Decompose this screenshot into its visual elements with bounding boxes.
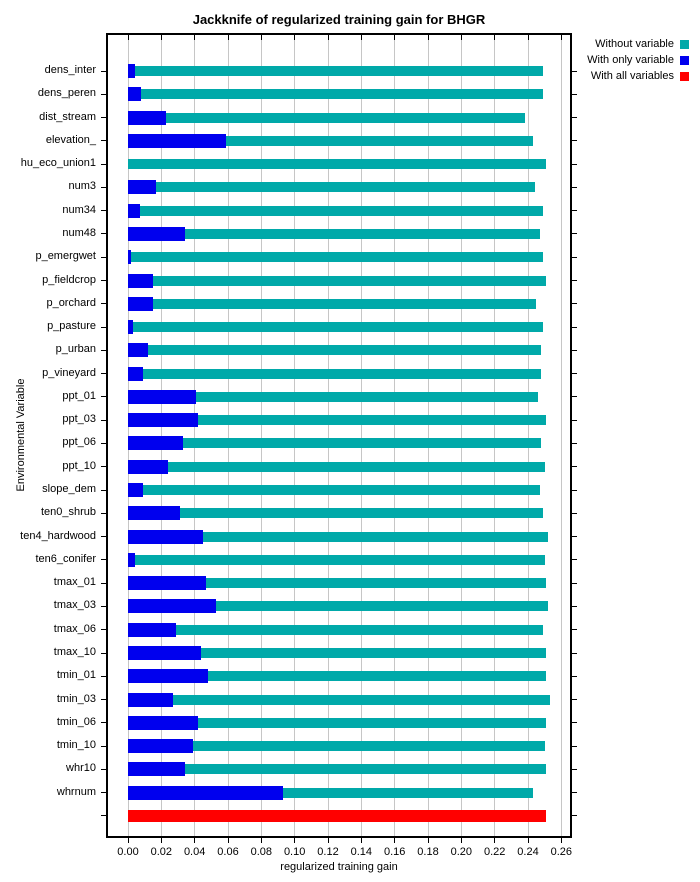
y-tick-right [572, 350, 577, 351]
y-tick-label: whr10 [66, 762, 96, 775]
y-tick-label: ppt_06 [62, 436, 96, 449]
x-tick-bottom [161, 838, 162, 843]
without-variable-bar [128, 113, 525, 123]
without-variable-bar [128, 159, 546, 169]
x-tick-top [494, 35, 495, 40]
x-tick-top [194, 35, 195, 40]
y-tick-right [572, 280, 577, 281]
with-only-variable-bar [128, 693, 173, 707]
with-only-variable-bar [128, 343, 148, 357]
y-tick-right [572, 792, 577, 793]
with-only-variable-bar [128, 530, 203, 544]
y-tick-left [101, 210, 106, 211]
x-tick-bottom [561, 838, 562, 843]
x-tick-top [361, 35, 362, 40]
with-only-variable-bar [128, 553, 135, 567]
y-tick-left [101, 815, 106, 816]
y-tick-label: p_pasture [47, 320, 96, 333]
y-tick-label: tmin_01 [56, 669, 96, 682]
y-tick-right [572, 257, 577, 258]
with-only-variable-swatch [680, 56, 689, 65]
legend-item-with-all-variables [560, 68, 689, 84]
without-variable-bar [128, 369, 541, 379]
y-tick-label: p_orchard [46, 296, 96, 309]
y-tick-right [572, 559, 577, 560]
y-tick-left [101, 536, 106, 537]
y-tick-label: num48 [62, 226, 96, 239]
with-only-variable-bar [128, 739, 193, 753]
y-tick-left [101, 583, 106, 584]
with-only-variable-bar [128, 64, 135, 78]
y-tick-right [572, 746, 577, 747]
with-all-variables-bar [128, 810, 546, 822]
x-tick-label: 0.26 [550, 846, 573, 858]
y-tick-left [101, 769, 106, 770]
y-tick-right [572, 303, 577, 304]
y-tick-left [101, 187, 106, 188]
y-tick-label: elevation_ [45, 133, 96, 146]
y-tick-right [572, 583, 577, 584]
with-only-variable-bar [128, 786, 283, 800]
x-tick-top [328, 35, 329, 40]
with-only-variable-bar [128, 460, 168, 474]
y-tick-label: p_fieldcrop [42, 273, 96, 286]
with-only-variable-bar [128, 599, 216, 613]
y-tick-left [101, 513, 106, 514]
gridline [361, 35, 362, 836]
y-tick-label: p_urban [55, 343, 96, 356]
y-tick-right [572, 396, 577, 397]
x-tick-bottom [494, 838, 495, 843]
x-tick-top [161, 35, 162, 40]
y-tick-label: ppt_01 [62, 389, 96, 402]
x-tick-bottom [394, 838, 395, 843]
y-tick-label: hu_eco_union1 [20, 157, 96, 170]
legend-item-without-variable [560, 36, 689, 52]
y-tick-right [572, 606, 577, 607]
y-tick-left [101, 164, 106, 165]
without-variable-bar [128, 555, 545, 565]
x-tick-top [128, 35, 129, 40]
without-variable-swatch [680, 40, 689, 49]
y-tick-right [572, 327, 577, 328]
y-tick-left [101, 676, 106, 677]
x-tick-top [461, 35, 462, 40]
with-only-variable-bar [128, 576, 206, 590]
y-tick-left [101, 233, 106, 234]
y-tick-right [572, 815, 577, 816]
without-variable-bar [128, 462, 545, 472]
y-tick-left [101, 257, 106, 258]
gridline [261, 35, 262, 836]
y-tick-right [572, 140, 577, 141]
with-only-variable-bar [128, 483, 143, 497]
with-only-variable-bar [128, 204, 140, 218]
y-tick-right [572, 210, 577, 211]
x-tick-top [428, 35, 429, 40]
y-tick-right [572, 676, 577, 677]
y-tick-label: p_emergwet [35, 250, 96, 263]
with-only-variable-bar [128, 390, 196, 404]
y-tick-right [572, 94, 577, 95]
y-tick-right [572, 629, 577, 630]
y-tick-label: whrnum [56, 785, 96, 798]
legend-label: With all variables [590, 70, 674, 82]
y-tick-left [101, 420, 106, 421]
y-tick-left [101, 350, 106, 351]
y-tick-right [572, 117, 577, 118]
y-tick-label: tmax_03 [53, 599, 96, 612]
y-tick-left [101, 629, 106, 630]
y-tick-left [101, 303, 106, 304]
y-tick-label: dens_inter [44, 64, 96, 76]
y-tick-left [101, 396, 106, 397]
gridline [228, 35, 229, 836]
y-tick-label: ppt_10 [62, 459, 96, 472]
with-only-variable-bar [128, 436, 183, 450]
y-tick-right [572, 722, 577, 723]
without-variable-bar [128, 695, 550, 705]
x-tick-top [261, 35, 262, 40]
with-only-variable-bar [128, 646, 201, 660]
y-tick-left [101, 466, 106, 467]
y-tick-right [572, 164, 577, 165]
legend-label: With only variable [587, 54, 674, 66]
y-tick-left [101, 606, 106, 607]
without-variable-bar [128, 66, 543, 76]
x-tick-label: 0.20 [450, 846, 473, 858]
y-tick-right [572, 443, 577, 444]
y-tick-left [101, 117, 106, 118]
y-tick-label: ppt_03 [62, 413, 96, 426]
with-only-variable-bar [128, 320, 133, 334]
gridline [428, 35, 429, 836]
y-tick-right [572, 513, 577, 514]
x-tick-bottom [361, 838, 362, 843]
with-only-variable-bar [128, 716, 198, 730]
x-tick-top [561, 35, 562, 40]
y-tick-label: dens_peren [37, 87, 96, 100]
without-variable-bar [128, 485, 540, 495]
y-tick-label: tmax_10 [53, 646, 96, 658]
y-tick-label: tmax_06 [53, 622, 96, 635]
gridline [528, 35, 529, 836]
y-tick-label: p_vineyard [42, 366, 96, 379]
x-tick-bottom [428, 838, 429, 843]
y-tick-left [101, 559, 106, 560]
with-only-variable-bar [128, 506, 180, 520]
legend-label: Without variable [595, 38, 674, 50]
y-tick-left [101, 443, 106, 444]
y-tick-left [101, 490, 106, 491]
gridline [294, 35, 295, 836]
y-tick-right [572, 373, 577, 374]
without-variable-bar [128, 206, 543, 216]
chart-title: Jackknife of regularized training gain for BHGR [192, 12, 486, 27]
x-axis-title: regularized training gain [280, 861, 398, 873]
without-variable-bar [128, 229, 540, 239]
with-only-variable-bar [128, 227, 185, 241]
y-tick-label: dist_stream [39, 110, 96, 123]
without-variable-bar [128, 276, 546, 286]
x-tick-label: 0.14 [350, 846, 373, 858]
y-tick-label: ten6_conifer [35, 552, 96, 565]
without-variable-bar [128, 322, 543, 332]
y-tick-right [572, 699, 577, 700]
x-tick-bottom [461, 838, 462, 843]
x-tick-label: 0.04 [183, 846, 206, 858]
y-tick-label: tmin_03 [56, 692, 96, 705]
without-variable-bar [128, 252, 543, 262]
y-tick-right [572, 536, 577, 537]
with-all-variables-swatch [680, 72, 689, 81]
y-tick-left [101, 373, 106, 374]
y-tick-right [572, 420, 577, 421]
gridline [461, 35, 462, 836]
x-tick-top [394, 35, 395, 40]
y-tick-right [572, 490, 577, 491]
y-tick-right [572, 769, 577, 770]
x-tick-top [294, 35, 295, 40]
x-tick-label: 0.24 [517, 846, 539, 858]
y-tick-left [101, 746, 106, 747]
x-tick-bottom [228, 838, 229, 843]
with-only-variable-bar [128, 669, 208, 683]
y-tick-right [572, 71, 577, 72]
with-only-variable-bar [128, 111, 166, 125]
with-only-variable-bar [128, 623, 176, 637]
with-only-variable-bar [128, 250, 131, 264]
y-tick-label: slope_dem [42, 483, 96, 496]
x-tick-bottom [128, 838, 129, 843]
x-tick-bottom [328, 838, 329, 843]
x-tick-label: 0.02 [150, 846, 173, 858]
gridline [494, 35, 495, 836]
x-tick-label: 0.00 [117, 846, 139, 858]
with-only-variable-bar [128, 297, 153, 311]
y-tick-label: tmin_10 [56, 739, 96, 752]
y-tick-right [572, 466, 577, 467]
with-only-variable-bar [128, 367, 143, 381]
y-tick-right [572, 233, 577, 234]
x-tick-label: 0.08 [250, 846, 273, 858]
with-only-variable-bar [128, 274, 153, 288]
y-tick-left [101, 71, 106, 72]
y-tick-label: num3 [68, 180, 96, 193]
y-tick-left [101, 699, 106, 700]
with-only-variable-bar [128, 87, 141, 101]
x-tick-bottom [261, 838, 262, 843]
without-variable-bar [128, 508, 543, 518]
y-tick-left [101, 653, 106, 654]
y-axis-title: Environmental Variable [15, 378, 27, 492]
x-tick-label: 0.10 [283, 846, 306, 858]
without-variable-bar [128, 182, 535, 192]
x-tick-label: 0.16 [383, 846, 406, 858]
y-tick-label: num34 [62, 203, 96, 216]
y-tick-left [101, 280, 106, 281]
without-variable-bar [128, 625, 543, 635]
x-tick-label: 0.06 [217, 846, 239, 858]
y-tick-left [101, 792, 106, 793]
with-only-variable-bar [128, 413, 198, 427]
x-tick-bottom [194, 838, 195, 843]
y-tick-left [101, 327, 106, 328]
y-tick-left [101, 94, 106, 95]
y-tick-left [101, 722, 106, 723]
x-tick-top [528, 35, 529, 40]
x-tick-label: 0.12 [317, 846, 339, 858]
y-tick-label: tmin_06 [56, 715, 96, 728]
x-tick-top [228, 35, 229, 40]
without-variable-bar [128, 345, 541, 355]
legend [560, 36, 689, 84]
gridline [328, 35, 329, 836]
gridline [394, 35, 395, 836]
x-tick-label: 0.22 [483, 846, 506, 858]
y-tick-right [572, 187, 577, 188]
gridline [561, 35, 562, 836]
with-only-variable-bar [128, 180, 156, 194]
x-tick-label: 0.18 [417, 846, 439, 858]
y-tick-left [101, 140, 106, 141]
without-variable-bar [128, 89, 543, 99]
without-variable-bar [128, 438, 541, 448]
with-only-variable-bar [128, 134, 226, 148]
x-tick-bottom [528, 838, 529, 843]
without-variable-bar [128, 299, 536, 309]
x-tick-bottom [294, 838, 295, 843]
y-tick-right [572, 653, 577, 654]
without-variable-bar [128, 764, 546, 774]
legend-item-with-only-variable [560, 52, 689, 68]
y-tick-label: ten4_hardwood [20, 529, 96, 542]
y-tick-label: ten0_shrub [40, 506, 96, 519]
with-only-variable-bar [128, 762, 185, 776]
y-tick-label: tmax_01 [53, 576, 96, 589]
